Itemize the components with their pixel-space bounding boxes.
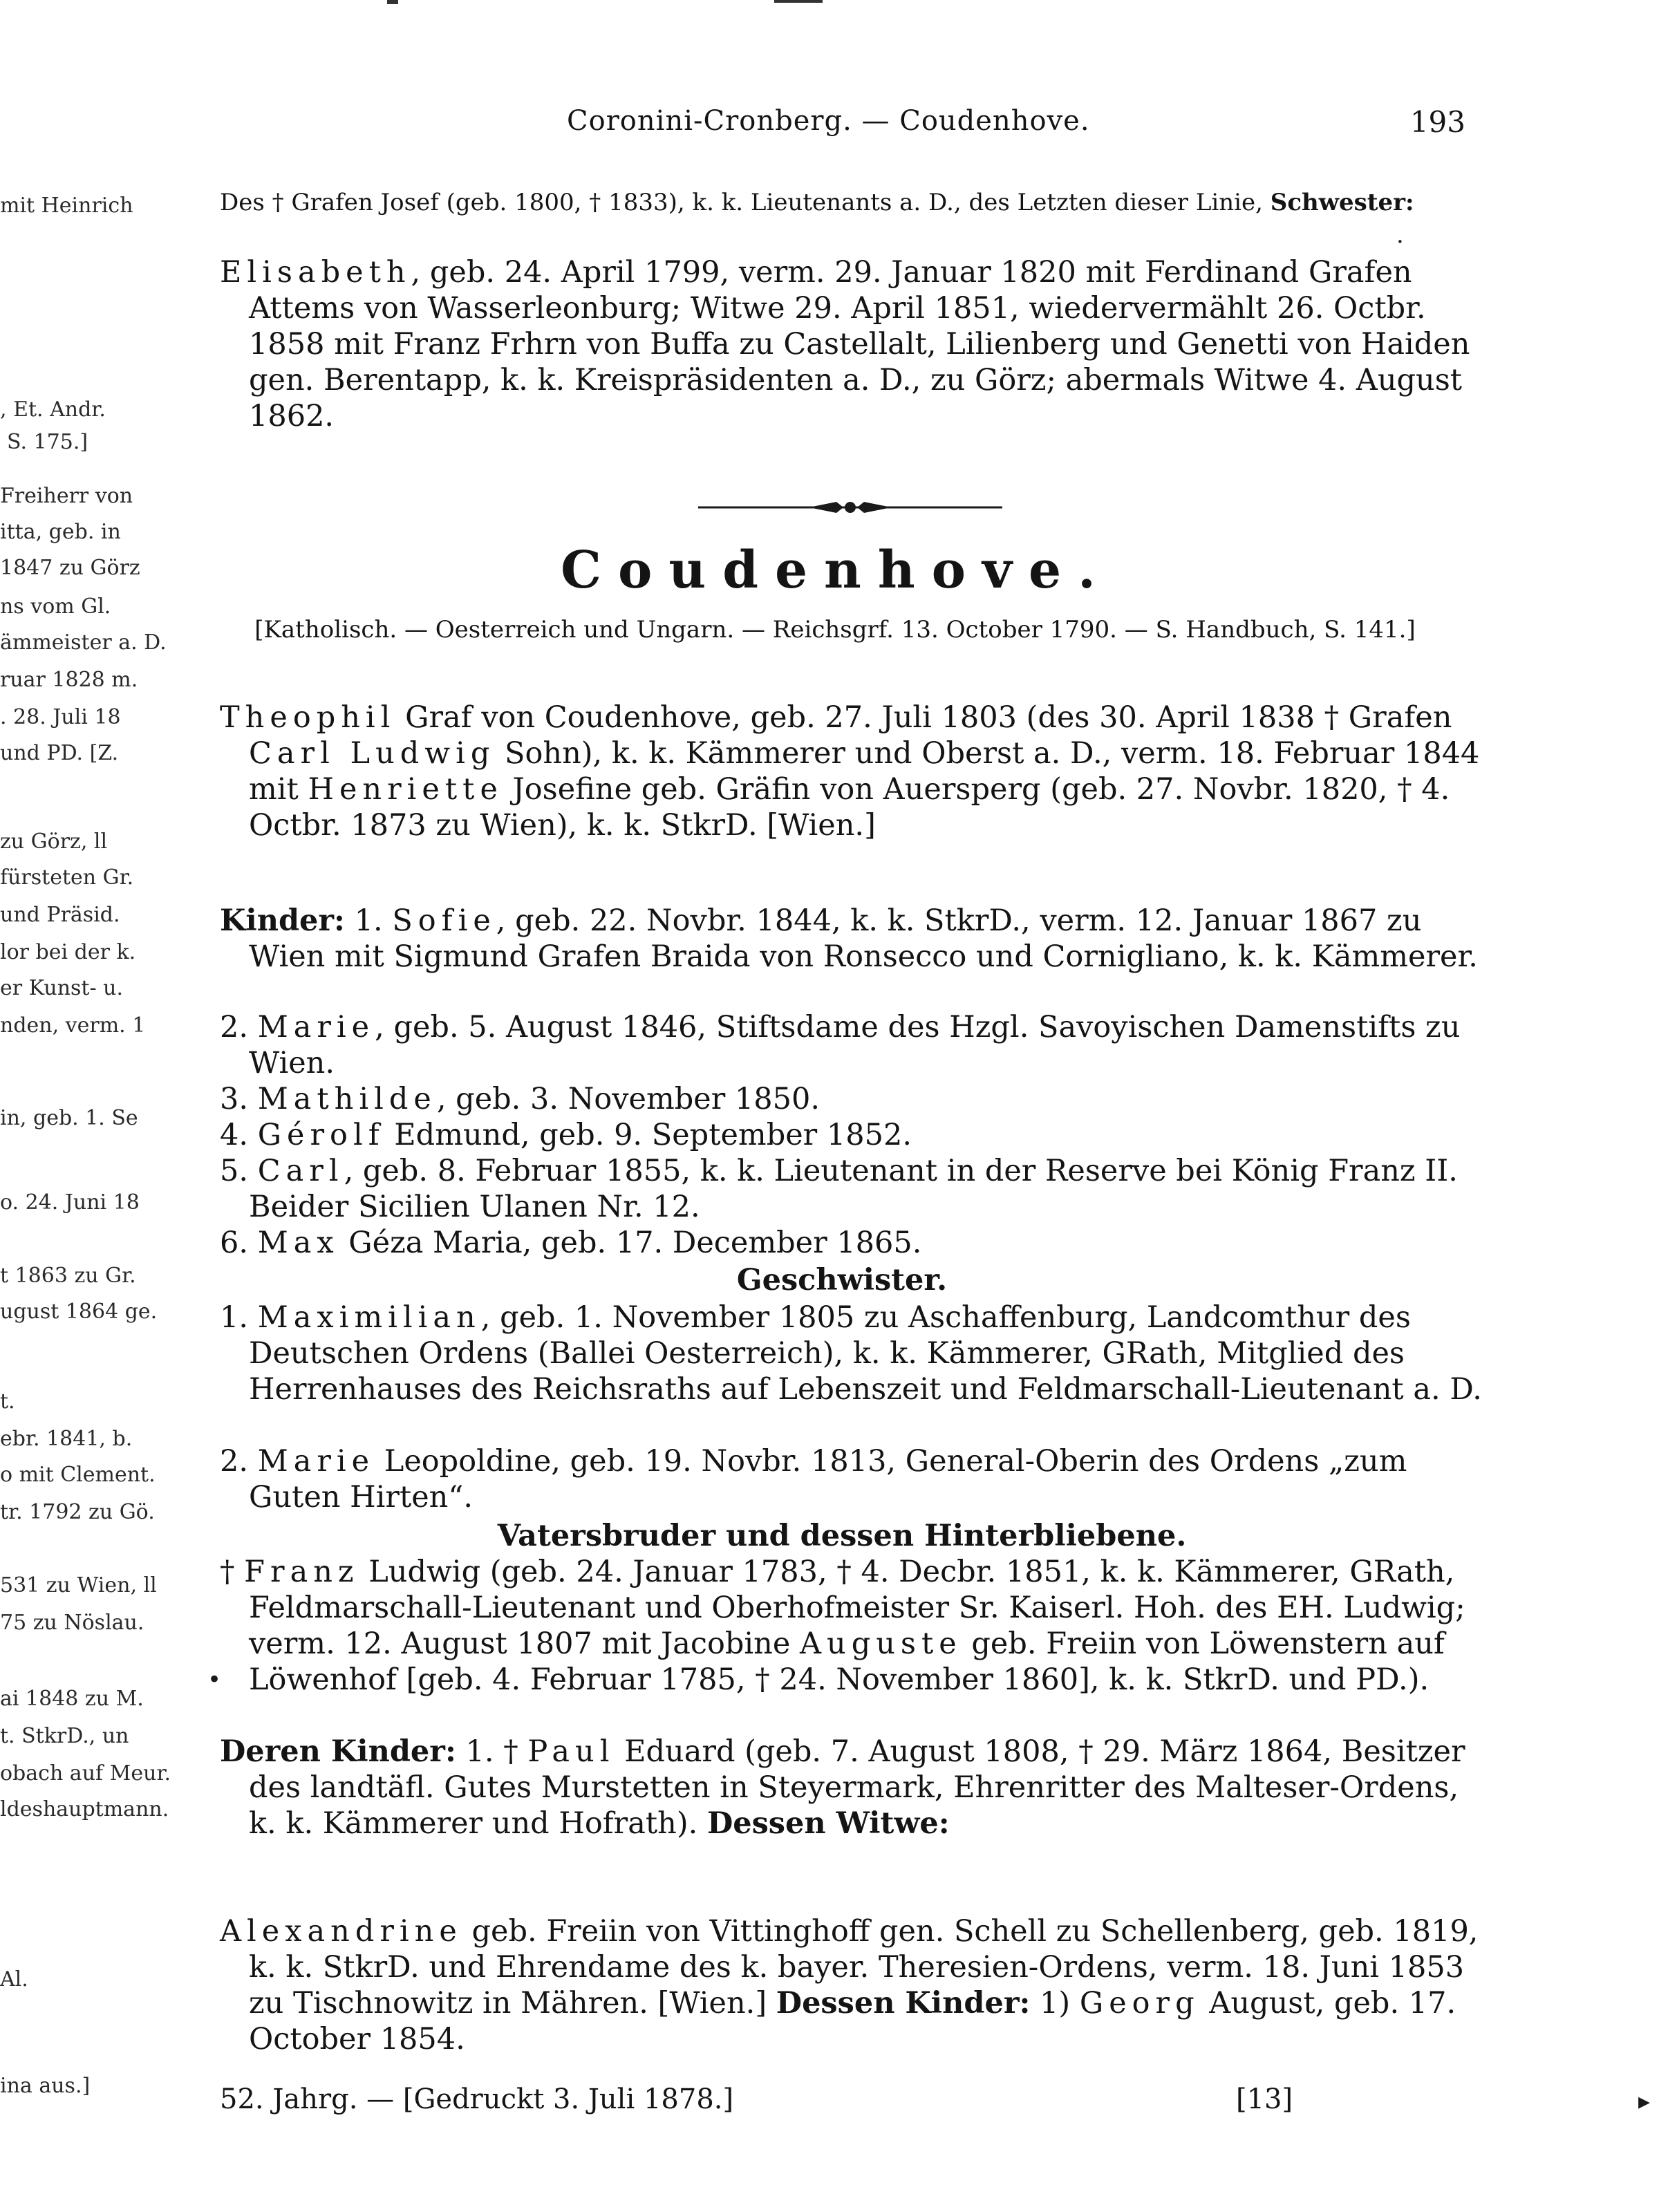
child-name: Carl bbox=[257, 1154, 344, 1188]
grandchild-number: 1) bbox=[1030, 1986, 1080, 2021]
child-entry bbox=[220, 1009, 1493, 1081]
margin-fragment: t 1863 zu Gr. bbox=[0, 1264, 136, 1288]
sibling-text: Leopoldine, geb. 19. Novbr. 1813, General-Oberin des Ordens „zum Guten Hirten“. bbox=[249, 1444, 1407, 1515]
widow-heading: Dessen Witwe: bbox=[706, 1806, 950, 1841]
margin-fragment: . 28. Juli 18 bbox=[0, 705, 121, 729]
grandchildren-heading: Dessen Kinder: bbox=[776, 1986, 1031, 2021]
running-header bbox=[207, 105, 1465, 153]
child-number: 1. bbox=[344, 903, 393, 938]
children-heading: Kinder: bbox=[220, 903, 345, 938]
margin-fragment: ebr. 1841, b. bbox=[0, 1427, 133, 1451]
child-name: Marie bbox=[257, 1010, 375, 1044]
margin-fragment: ämmeister a. D. bbox=[0, 630, 167, 655]
wife-name: Henriette bbox=[308, 772, 503, 807]
margin-fragment: mit Heinrich bbox=[0, 194, 133, 218]
margin-fragment: ldeshauptmann. bbox=[0, 1797, 169, 1821]
child-entry bbox=[220, 1117, 1493, 1153]
sibling-number: 2. bbox=[220, 1444, 258, 1479]
intro-text: Des † Grafen Josef (geb. 1800, † 1833), k. k. Lieutenants a. D., des Letzten dieser Linie, bbox=[220, 189, 1263, 216]
margin-fragment: ruar 1828 m. bbox=[0, 668, 138, 692]
sibling-entry bbox=[220, 1443, 1493, 1515]
children-first bbox=[220, 903, 1493, 975]
child-name: Max bbox=[257, 1226, 339, 1260]
margin-fragment: 531 zu Wien, ll bbox=[0, 1573, 157, 1597]
margin-fragment: tr. 1792 zu Gö. bbox=[0, 1500, 155, 1524]
scan-edge-line bbox=[774, 0, 823, 3]
child-text: Edmund, geb. 9. September 1852. bbox=[384, 1118, 912, 1152]
entry-text: Graf von Coudenhove, geb. 27. Juli 1803 (des 30. April 1838 † Grafen bbox=[395, 700, 1452, 735]
sibling-number: 1. bbox=[220, 1300, 258, 1335]
margin-fragment: ina aus.] bbox=[0, 2074, 91, 2098]
running-title: Coronini-Cronberg. — Coudenhove. bbox=[567, 105, 1090, 137]
head-entry bbox=[220, 700, 1493, 843]
child-text: Eduard (geb. 7. August 1808, † 29. März 1864, Besitzer des landtäfl. Gutes Murstetten in Steyermark, Ehrenritter des Malteser-Ordens, k. k. Kämmerer und Hofrath). bbox=[249, 1734, 1465, 1841]
margin-fragment: t. bbox=[0, 1389, 15, 1414]
child-entry bbox=[220, 1225, 1493, 1261]
grandchild-name: Georg bbox=[1079, 1986, 1200, 2021]
intro-bold: Schwester: bbox=[1270, 189, 1414, 216]
child-text: Géza Maria, geb. 17. December 1865. bbox=[339, 1226, 922, 1260]
person-name: Theophil bbox=[220, 700, 396, 735]
margin-fragment: 75 zu Nöslau. bbox=[0, 1611, 144, 1635]
child-text: , geb. 5. August 1846, Stiftsdame des Hzgl. Savoyischen Damenstifts zu Wien. bbox=[249, 1010, 1461, 1080]
uncle-children-heading: Deren Kinder: bbox=[220, 1734, 456, 1769]
child-number: 3. bbox=[220, 1082, 258, 1116]
page-number: 193 bbox=[1409, 105, 1465, 139]
entry-text: Sohn), k. k. Kämmerer und Oberst a. D., verm. 18. Februar 1844 mit bbox=[249, 736, 1480, 807]
entry-text: Josefine geb. Gräfin von Auersperg (geb. 27. Novbr. 1820, † 4. Octbr. 1873 zu Wien), k. k. StkrD. [Wien.] bbox=[249, 772, 1450, 843]
grandchild-text: August, geb. 17. October 1854. bbox=[249, 1986, 1456, 2056]
child-text: , geb. 22. Novbr. 1844, k. k. StkrD., verm. 12. Januar 1867 zu Wien mit Sigmund Grafen Braida von Ronsecco und Cornigliano, k. k. Kämmerer. bbox=[249, 903, 1478, 974]
margin-fragment: lor bei der k. bbox=[0, 940, 136, 964]
uncle-name: Franz bbox=[244, 1555, 359, 1589]
page-footer bbox=[220, 2083, 1312, 2125]
entry-text: Ludwig (geb. 24. Januar 1783, † 4. Decbr. 1851, k. k. Kämmerer, GRath, Feldmarschall-Lieutenant und Oberhofmeister Sr. Kaiserl. Hoh. des EH. Ludwig; verm. 12. August 1807 mit Jacobine bbox=[249, 1555, 1465, 1661]
margin-fragment: obach auf Meur. bbox=[0, 1761, 171, 1785]
uncle-wife-name: Auguste bbox=[799, 1627, 962, 1661]
footer-imprint: 52. Jahrg. — [Gedruckt 3. Juli 1878.] bbox=[220, 2083, 734, 2115]
margin-fragment: und Präsid. bbox=[0, 903, 120, 927]
sibling-name: Marie bbox=[257, 1444, 375, 1479]
child-text: , geb. 3. November 1850. bbox=[436, 1082, 821, 1116]
child-entry bbox=[220, 1081, 1493, 1117]
child-name: Sofie bbox=[392, 903, 496, 938]
margin-fragment: nden, verm. 1 bbox=[0, 1013, 146, 1038]
child-number: 6. bbox=[220, 1226, 258, 1260]
margin-fragment: in, geb. 1. Se bbox=[0, 1106, 138, 1130]
uncle-children bbox=[220, 1734, 1493, 1841]
section-title: Coudenhove. bbox=[561, 541, 1112, 600]
widow-name: Alexandrine bbox=[220, 1914, 462, 1949]
signature-mark: [13] bbox=[1236, 2083, 1293, 2115]
margin-fragment: S. 175.] bbox=[7, 430, 88, 454]
child-number: 4. bbox=[220, 1118, 258, 1152]
margin-fragment: 1847 zu Görz bbox=[0, 556, 140, 580]
sibling-name: Maximilian bbox=[257, 1300, 481, 1335]
section-subtitle: [Katholisch. — Oesterreich und Ungarn. — Reichsgrf. 13. October 1790. — S. Handbuch, S. 141.] bbox=[254, 616, 1416, 644]
ink-dot: • bbox=[207, 1666, 222, 1694]
margin-fragment: ugust 1864 ge. bbox=[0, 1300, 158, 1324]
uncle-entry bbox=[220, 1554, 1493, 1698]
coronini-entry bbox=[220, 254, 1493, 434]
margin-fragment: o. 24. Juni 18 bbox=[0, 1190, 140, 1215]
coronini-intro bbox=[220, 188, 1464, 217]
margin-fragment: , Et. Andr. bbox=[0, 397, 106, 422]
child-number: 5. bbox=[220, 1154, 258, 1188]
child-name: Gérolf bbox=[257, 1118, 385, 1152]
ornament-divider bbox=[698, 499, 1002, 516]
ink-dot: ▸ bbox=[1638, 2088, 1651, 2115]
margin-fragment: fürsteten Gr. bbox=[0, 865, 134, 890]
uncle-heading: Vatersbruder und dessen Hinterbliebene. bbox=[497, 1519, 1187, 1553]
siblings-heading: Geschwister. bbox=[736, 1263, 948, 1297]
entry-text: , geb. 24. April 1799, verm. 29. Januar 1820 mit Ferdinand Grafen Attems von Wasserleonburg; Witwe 29. April 1851, wiedervermählt 26. Octbr. 1858 mit Franz Frhrn von Buffa zu Castellalt, Lilienberg und Genetti von Haiden gen. Berentapp, k. k. Kreispräsidenten a. D., zu Görz; abermals Witwe 4. August 1862. bbox=[249, 255, 1470, 433]
sibling-text: , geb. 1. November 1805 zu Aschaffenburg, Landcomthur des Deutschen Ordens (Ballei Oesterreich), k. k. Kämmerer, GRath, Mitglied des Herrenhauses des Reichsraths auf Lebenszeit und Feldmarschall-Lieutenant a. D. bbox=[249, 1300, 1482, 1407]
sibling-entry bbox=[220, 1300, 1493, 1407]
dagger: † bbox=[220, 1555, 245, 1589]
child-name: Mathilde bbox=[257, 1082, 437, 1116]
child-text: , geb. 8. Februar 1855, k. k. Lieutenant in der Reserve bei König Franz II. Beider Sicilien Ulanen Nr. 12. bbox=[249, 1154, 1458, 1224]
child-number: 1. † bbox=[456, 1734, 528, 1769]
margin-fragment: ns vom Gl. bbox=[0, 594, 111, 619]
margin-fragment: itta, geb. in bbox=[0, 520, 121, 544]
margin-fragment: ai 1848 zu M. bbox=[0, 1687, 144, 1711]
margin-fragment: Freiherr von bbox=[0, 484, 133, 508]
margin-fragment: t. StkrD., un bbox=[0, 1724, 129, 1748]
child-name: Paul bbox=[527, 1734, 615, 1769]
child-entry bbox=[220, 1153, 1493, 1225]
person-name: Elisabeth bbox=[220, 255, 411, 290]
father-name: Carl Ludwig bbox=[249, 736, 496, 771]
entry-text: geb. Freiin von Löwenstern auf Löwenhof [geb. 4. Februar 1785, † 24. November 1860], k. k. StkrD. und PD.). bbox=[249, 1627, 1445, 1697]
child-number: 2. bbox=[220, 1010, 258, 1044]
margin-fragment: und PD. [Z. bbox=[0, 741, 119, 765]
margin-fragment: Al. bbox=[0, 1967, 28, 1991]
scan-edge-line bbox=[387, 0, 398, 4]
margin-fragment: er Kunst- u. bbox=[0, 976, 124, 1000]
ink-dot: · bbox=[1396, 228, 1404, 256]
margin-fragment: zu Görz, ll bbox=[0, 830, 108, 854]
widow-text: geb. Freiin von Vittinghoff gen. Schell zu Schellenberg, geb. 1819, k. k. StkrD. und Ehrendame des k. bayer. Theresien-Ordens, verm. 18. Juni 1853 zu Tischnowitz in Mähren. [Wien.] bbox=[249, 1914, 1479, 2021]
widow-entry bbox=[220, 1913, 1493, 2057]
margin-fragment: o mit Clement. bbox=[0, 1463, 156, 1487]
